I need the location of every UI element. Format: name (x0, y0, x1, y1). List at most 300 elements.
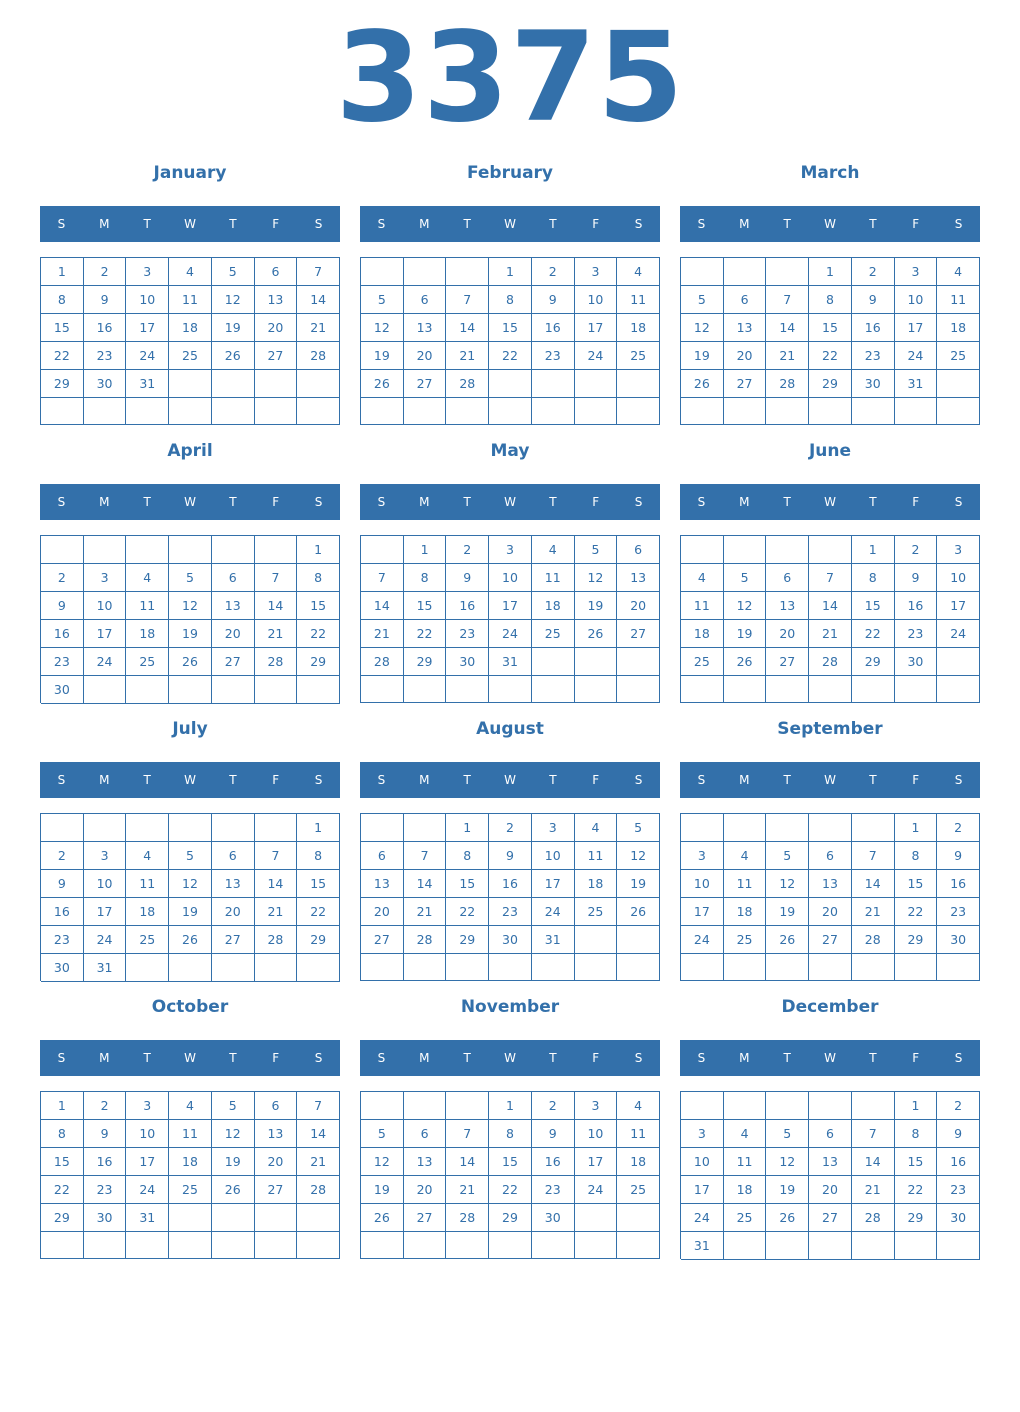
day-cell: 21 (297, 314, 340, 342)
day-cell: 28 (361, 648, 404, 676)
day-cell: 14 (404, 870, 447, 898)
day-cell (169, 1204, 212, 1232)
day-cell (446, 676, 489, 703)
day-cell (212, 398, 255, 425)
day-cell: 13 (724, 314, 767, 342)
day-cell (84, 536, 127, 564)
day-cell: 27 (212, 926, 255, 954)
day-cell: 23 (852, 342, 895, 370)
day-grid (360, 535, 660, 703)
day-cell (404, 1232, 447, 1259)
day-cell: 12 (724, 592, 767, 620)
month-name: June (808, 441, 852, 461)
day-cell (766, 954, 809, 981)
weekday-label: F (592, 773, 600, 787)
day-cell (41, 1232, 84, 1259)
day-cell (297, 398, 340, 425)
weekday-label: T (143, 1051, 151, 1065)
day-cell: 4 (617, 258, 660, 286)
day-cell: 14 (809, 592, 852, 620)
day-cell: 14 (255, 870, 298, 898)
day-cell: 10 (575, 1120, 618, 1148)
weekday-label: F (912, 217, 920, 231)
day-cell: 25 (937, 342, 980, 370)
day-cell: 6 (404, 286, 447, 314)
weekday-label: T (143, 217, 151, 231)
day-cell: 4 (126, 564, 169, 592)
day-cell: 28 (297, 1176, 340, 1204)
day-cell: 13 (404, 1148, 447, 1176)
day-cell: 22 (809, 342, 852, 370)
day-cell: 20 (404, 1176, 447, 1204)
day-cell: 10 (489, 564, 532, 592)
day-cell (937, 1232, 980, 1260)
day-cell: 4 (169, 258, 212, 286)
day-cell: 24 (126, 1176, 169, 1204)
day-cell: 29 (297, 926, 340, 954)
day-cell: 20 (724, 342, 767, 370)
day-cell: 19 (617, 870, 660, 898)
day-cell (724, 1092, 767, 1120)
day-cell: 2 (84, 1092, 127, 1120)
day-cell (361, 258, 404, 286)
day-cell: 8 (895, 1120, 938, 1148)
day-cell (532, 398, 575, 425)
weekday-label: T (549, 773, 557, 787)
day-cell (809, 676, 852, 703)
day-cell: 21 (766, 342, 809, 370)
day-cell: 29 (852, 648, 895, 676)
day-cell: 12 (766, 1148, 809, 1176)
day-cell (724, 258, 767, 286)
weekday-label: S (314, 1051, 323, 1065)
day-cell (361, 536, 404, 564)
day-cell: 5 (169, 842, 212, 870)
day-cell: 20 (766, 620, 809, 648)
day-cell: 28 (404, 926, 447, 954)
day-cell: 24 (84, 926, 127, 954)
day-cell: 1 (297, 814, 340, 842)
day-cell: 19 (212, 1148, 255, 1176)
day-cell (212, 370, 255, 398)
day-cell: 4 (126, 842, 169, 870)
day-cell: 31 (126, 370, 169, 398)
day-cell: 6 (724, 286, 767, 314)
day-grid (680, 535, 980, 703)
day-cell: 2 (41, 842, 84, 870)
day-cell: 4 (937, 258, 980, 286)
day-cell: 23 (937, 1176, 980, 1204)
day-cell: 19 (681, 342, 724, 370)
day-cell: 25 (169, 342, 212, 370)
day-cell (575, 1232, 618, 1259)
day-cell: 1 (297, 536, 340, 564)
day-cell (575, 398, 618, 425)
day-cell (212, 1204, 255, 1232)
day-cell: 20 (255, 314, 298, 342)
day-cell: 9 (532, 286, 575, 314)
day-cell: 2 (489, 814, 532, 842)
day-cell: 30 (937, 926, 980, 954)
weekday-label: M (739, 773, 750, 787)
day-cell: 17 (681, 1176, 724, 1204)
day-cell (681, 536, 724, 564)
day-cell: 8 (446, 842, 489, 870)
day-cell (404, 954, 447, 981)
day-cell: 19 (766, 898, 809, 926)
month-name: May (490, 441, 530, 461)
weekday-label: M (739, 217, 750, 231)
day-cell: 24 (681, 1204, 724, 1232)
day-cell: 28 (446, 370, 489, 398)
day-cell: 9 (937, 842, 980, 870)
weekday-label: T (463, 1051, 471, 1065)
day-cell: 14 (361, 592, 404, 620)
day-cell (126, 536, 169, 564)
day-cell: 26 (575, 620, 618, 648)
day-cell: 8 (41, 286, 84, 314)
weekday-label: T (463, 495, 471, 509)
day-cell (575, 1204, 618, 1232)
day-cell (895, 676, 938, 703)
weekday-label: T (549, 495, 557, 509)
day-cell (361, 1092, 404, 1120)
day-cell: 13 (809, 870, 852, 898)
day-cell: 21 (361, 620, 404, 648)
day-cell: 20 (404, 342, 447, 370)
day-cell (937, 648, 980, 676)
day-cell: 12 (212, 286, 255, 314)
day-cell (169, 398, 212, 425)
day-cell: 16 (84, 314, 127, 342)
day-cell (446, 1092, 489, 1120)
day-cell: 31 (126, 1204, 169, 1232)
day-cell (617, 398, 660, 425)
day-cell: 24 (84, 648, 127, 676)
day-cell: 17 (126, 314, 169, 342)
day-cell (297, 1204, 340, 1232)
day-cell (41, 398, 84, 425)
day-cell (937, 676, 980, 703)
day-cell: 26 (681, 370, 724, 398)
day-cell (126, 954, 169, 982)
day-cell: 29 (404, 648, 447, 676)
day-cell: 27 (766, 648, 809, 676)
day-cell: 9 (84, 1120, 127, 1148)
day-cell: 24 (532, 898, 575, 926)
weekday-label: T (869, 495, 877, 509)
day-cell (766, 258, 809, 286)
weekday-header (680, 1040, 980, 1076)
day-cell: 8 (489, 1120, 532, 1148)
day-cell (852, 398, 895, 425)
day-cell: 12 (169, 870, 212, 898)
day-cell: 17 (895, 314, 938, 342)
day-cell: 30 (84, 1204, 127, 1232)
day-cell: 7 (809, 564, 852, 592)
weekday-label: S (314, 773, 323, 787)
day-cell: 22 (41, 1176, 84, 1204)
day-cell: 24 (895, 342, 938, 370)
day-cell: 24 (575, 342, 618, 370)
weekday-label: S (377, 773, 386, 787)
day-cell: 14 (255, 592, 298, 620)
day-cell: 27 (724, 370, 767, 398)
day-grid (40, 257, 340, 425)
day-cell (212, 536, 255, 564)
day-cell: 17 (937, 592, 980, 620)
weekday-label: T (549, 1051, 557, 1065)
day-grid (40, 1091, 340, 1259)
day-cell: 15 (895, 1148, 938, 1176)
day-cell: 4 (724, 842, 767, 870)
weekday-label: W (824, 1051, 836, 1065)
day-cell: 6 (809, 1120, 852, 1148)
day-cell (532, 954, 575, 981)
day-cell: 5 (361, 1120, 404, 1148)
day-cell (126, 814, 169, 842)
day-cell (617, 926, 660, 954)
day-cell: 25 (532, 620, 575, 648)
day-cell (681, 814, 724, 842)
weekday-label: S (57, 773, 66, 787)
day-cell (169, 370, 212, 398)
day-cell: 13 (212, 592, 255, 620)
day-cell: 11 (724, 1148, 767, 1176)
day-cell: 15 (852, 592, 895, 620)
day-cell (255, 954, 298, 982)
day-cell: 15 (297, 592, 340, 620)
day-cell: 31 (84, 954, 127, 982)
day-cell: 3 (532, 814, 575, 842)
day-cell: 23 (41, 648, 84, 676)
weekday-label: S (697, 495, 706, 509)
day-cell (937, 954, 980, 981)
weekday-label: F (912, 495, 920, 509)
day-cell: 7 (446, 286, 489, 314)
day-cell (361, 676, 404, 703)
day-cell: 10 (84, 870, 127, 898)
day-cell (724, 954, 767, 981)
day-cell (169, 814, 212, 842)
day-cell: 10 (126, 286, 169, 314)
weekday-label: T (869, 1051, 877, 1065)
day-grid (40, 535, 340, 703)
day-cell (361, 814, 404, 842)
day-cell: 3 (84, 842, 127, 870)
weekday-label: W (504, 773, 516, 787)
month-name: August (476, 719, 544, 739)
day-cell: 14 (446, 1148, 489, 1176)
day-cell: 15 (41, 314, 84, 342)
weekday-label: W (504, 495, 516, 509)
day-cell: 26 (766, 926, 809, 954)
day-cell: 1 (446, 814, 489, 842)
day-cell: 4 (575, 814, 618, 842)
day-cell: 22 (297, 898, 340, 926)
day-cell: 13 (809, 1148, 852, 1176)
day-cell: 8 (895, 842, 938, 870)
day-cell: 14 (852, 1148, 895, 1176)
day-cell: 28 (852, 1204, 895, 1232)
weekday-label: S (634, 1051, 643, 1065)
weekday-label: M (419, 217, 430, 231)
day-cell: 27 (212, 648, 255, 676)
day-cell (724, 1232, 767, 1260)
day-cell: 8 (297, 842, 340, 870)
day-cell: 9 (446, 564, 489, 592)
day-cell: 29 (41, 370, 84, 398)
day-cell: 23 (489, 898, 532, 926)
day-cell: 27 (255, 1176, 298, 1204)
day-cell: 16 (84, 1148, 127, 1176)
day-cell: 22 (446, 898, 489, 926)
day-cell: 6 (212, 564, 255, 592)
day-cell: 21 (404, 898, 447, 926)
day-cell: 21 (852, 898, 895, 926)
day-cell (169, 676, 212, 704)
day-cell: 9 (41, 870, 84, 898)
day-cell: 16 (895, 592, 938, 620)
day-cell (809, 814, 852, 842)
day-cell (41, 814, 84, 842)
day-cell (617, 370, 660, 398)
weekday-label: T (783, 773, 791, 787)
day-cell: 1 (489, 1092, 532, 1120)
day-cell: 16 (532, 1148, 575, 1176)
day-cell: 15 (489, 314, 532, 342)
day-cell: 18 (724, 1176, 767, 1204)
month-name: July (172, 719, 208, 739)
day-cell: 24 (575, 1176, 618, 1204)
weekday-label: W (504, 1051, 516, 1065)
day-cell (297, 370, 340, 398)
day-cell: 20 (617, 592, 660, 620)
day-cell (681, 954, 724, 981)
day-cell: 12 (766, 870, 809, 898)
day-cell: 29 (489, 1204, 532, 1232)
day-cell: 13 (361, 870, 404, 898)
weekday-header (360, 1040, 660, 1076)
day-cell: 7 (255, 842, 298, 870)
day-cell (724, 398, 767, 425)
day-cell (84, 1232, 127, 1259)
day-cell (255, 676, 298, 704)
day-cell: 18 (169, 1148, 212, 1176)
day-cell: 21 (852, 1176, 895, 1204)
day-cell: 23 (532, 1176, 575, 1204)
day-cell: 28 (255, 926, 298, 954)
day-cell: 1 (41, 258, 84, 286)
day-cell (937, 370, 980, 398)
weekday-label: S (954, 773, 963, 787)
day-cell: 2 (446, 536, 489, 564)
day-cell: 6 (766, 564, 809, 592)
day-cell (681, 1092, 724, 1120)
day-cell: 22 (895, 898, 938, 926)
weekday-label: F (272, 773, 280, 787)
day-cell (852, 814, 895, 842)
day-cell (766, 1232, 809, 1260)
day-cell: 25 (126, 648, 169, 676)
day-cell: 5 (766, 842, 809, 870)
day-cell (255, 536, 298, 564)
weekday-label: M (739, 495, 750, 509)
day-cell (681, 676, 724, 703)
day-cell: 14 (766, 314, 809, 342)
day-cell (361, 398, 404, 425)
day-cell: 10 (126, 1120, 169, 1148)
day-cell: 9 (852, 286, 895, 314)
day-cell: 18 (126, 898, 169, 926)
weekday-label: T (229, 495, 237, 509)
day-cell: 6 (255, 258, 298, 286)
day-cell: 7 (852, 842, 895, 870)
weekday-label: M (419, 773, 430, 787)
day-cell (446, 954, 489, 981)
day-cell (766, 814, 809, 842)
day-cell: 21 (446, 342, 489, 370)
day-cell: 12 (212, 1120, 255, 1148)
weekday-label: T (463, 773, 471, 787)
day-cell (255, 814, 298, 842)
day-cell: 18 (617, 314, 660, 342)
weekday-label: S (57, 217, 66, 231)
day-cell: 16 (937, 1148, 980, 1176)
day-cell: 15 (297, 870, 340, 898)
day-cell: 11 (126, 592, 169, 620)
weekday-label: S (634, 495, 643, 509)
day-cell (617, 648, 660, 676)
day-cell: 11 (126, 870, 169, 898)
day-cell: 20 (255, 1148, 298, 1176)
day-cell: 11 (575, 842, 618, 870)
day-cell: 27 (617, 620, 660, 648)
day-cell: 3 (681, 842, 724, 870)
day-cell: 4 (617, 1092, 660, 1120)
day-cell: 26 (212, 1176, 255, 1204)
day-cell: 5 (169, 564, 212, 592)
day-cell (852, 1092, 895, 1120)
day-cell (575, 370, 618, 398)
day-cell (446, 1232, 489, 1259)
day-cell: 25 (169, 1176, 212, 1204)
weekday-label: F (592, 217, 600, 231)
day-cell: 2 (895, 536, 938, 564)
weekday-label: T (229, 217, 237, 231)
day-cell: 10 (575, 286, 618, 314)
day-cell (255, 1232, 298, 1259)
day-cell: 6 (212, 842, 255, 870)
day-cell: 7 (255, 564, 298, 592)
day-cell: 19 (766, 1176, 809, 1204)
day-cell: 28 (255, 648, 298, 676)
day-cell (446, 258, 489, 286)
day-cell: 2 (937, 814, 980, 842)
day-cell: 7 (852, 1120, 895, 1148)
month-name: September (777, 719, 883, 739)
day-cell: 18 (532, 592, 575, 620)
weekday-label: S (314, 495, 323, 509)
day-cell: 10 (681, 1148, 724, 1176)
day-cell: 26 (212, 342, 255, 370)
day-cell (489, 1232, 532, 1259)
weekday-label: T (463, 217, 471, 231)
day-cell: 1 (895, 814, 938, 842)
day-cell: 19 (724, 620, 767, 648)
day-cell: 9 (895, 564, 938, 592)
weekday-header (40, 484, 340, 520)
